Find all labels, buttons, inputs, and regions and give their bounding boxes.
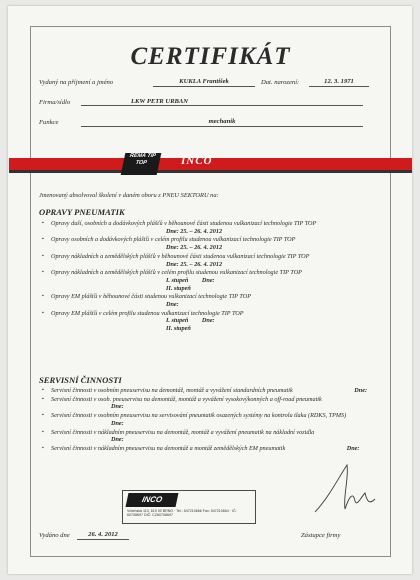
list-item: ▪ Opravy duší, osobních a dodávkových plášťů v běhounové části studenou vulkanizací technologie TIP TOP Dne: 25. – 26. 4. 2012	[39, 220, 384, 235]
issued-label: Vydáno dne	[39, 532, 70, 539]
company-stamp	[122, 490, 256, 524]
list-item: ▪ Servisní činnosti v osobním pneuservisu na demontáž, montáž a vyvážení standardních pneumatik Dne:	[39, 387, 384, 395]
list-item: ▪ Opravy EM plášťů v běhounové části studenou vulkanizací technologie TIP TOP Dne:	[39, 293, 384, 308]
stamp-address: Vídeňská 110, 619 00 BRNO · Tel.: 547210666 Fax: 547210664 · IČ: 60708697 DIČ: CZ60708697	[127, 509, 237, 518]
list-item: ▪ Opravy EM plášťů v celém profilu studenou vulkanizací technologie TIP TOP I. stupeň Dne: II. stupeň	[39, 310, 384, 333]
list-item: ▪ Servisní činnosti v osobním pneuservisu na servisování pneumatik osazených systémy na kontrolu tlaku (RDKS, TPMS) Dne:	[39, 412, 384, 427]
list-item: ▪ Servisní činnosti v osob. pneuservisu na demontáž, montáž a vyvážení vysokovýkonných a off-road pneumatik Dne:	[39, 396, 384, 411]
list-item: ▪ Opravy nákladních a zemědělských plášťů v celém profilu studenou vulkanizací technologie TIP TOP I. stupeň Dne: II. stupeň	[39, 269, 384, 292]
birth-value: 12. 3. 1971	[309, 78, 369, 87]
company-label: Firma/sídlo	[39, 99, 71, 106]
certificate-sheet	[8, 6, 412, 574]
function-label: Funkce	[39, 119, 59, 126]
list-item: ▪ Opravy osobních a dodávkových plášťů v celém profilu studenou vulkanizací technologie TIP TOP Dne: 25. – 26. 4. 2012	[39, 236, 384, 251]
rema-tip-top-logo: REMA TIP TOP	[121, 153, 162, 175]
list-item: ▪ Opravy nákladních a zemědělských plášťů v běhounové části studenou vulkanizací technologie TIP TOP Dne: 25. – 26. 4. 2012	[39, 253, 384, 268]
inco-brand: INCO	[181, 155, 213, 167]
certificate-title: CERTIFIKÁT	[130, 43, 291, 70]
signature-icon	[309, 457, 379, 517]
brand-stripe-shadow	[9, 170, 412, 173]
repairs-list	[39, 220, 384, 334]
section-services-title: SERVISNÍ ČINNOSTI	[39, 375, 122, 385]
issued-value: 26. 4. 2012	[77, 531, 129, 540]
certificate-frame	[30, 26, 391, 557]
inco-stamp-logo: INCO	[126, 493, 179, 507]
signature-label: Zástupce firmy	[301, 532, 341, 539]
company-value: LKW PETR URBAN	[81, 98, 363, 106]
list-item: ▪ Servisní činnosti v nákladním pneuservisu na demontáž, montáž a vyvážení pneumatik na nákladní vozidla Dne:	[39, 429, 384, 444]
function-value: mechanik	[81, 118, 363, 127]
list-item: ▪ Servisní činnosti v nákladním pneuservisu na demontáž a montáž zemědělských EM pneumatik Dne:	[39, 445, 384, 453]
section-repairs-title: OPRAVY PNEUMATIK	[39, 207, 125, 217]
name-label: Vydaný na příjmení a jméno	[39, 79, 114, 86]
name-value: KUKLA František	[153, 78, 255, 87]
services-list	[39, 387, 384, 454]
birth-label: Dat. narození:	[261, 79, 300, 86]
intro-text: Jmenovaný absolvoval školení v daném oboru z PNEU SEKTORU na:	[39, 192, 219, 199]
